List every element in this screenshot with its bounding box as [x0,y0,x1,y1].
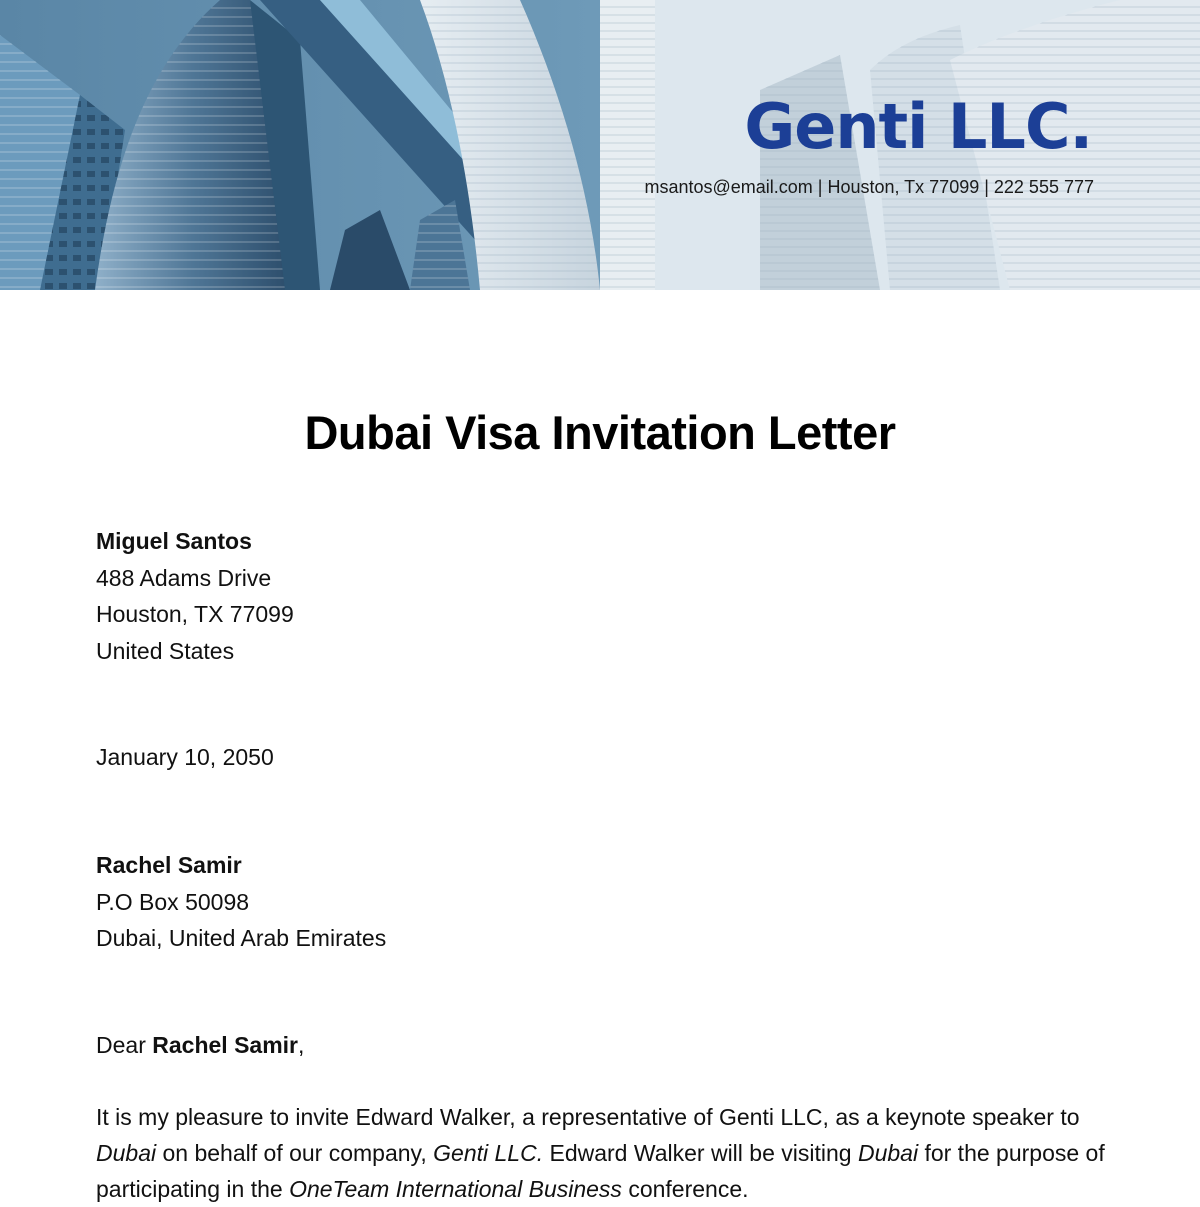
recipient-name: Rachel Samir [96,852,242,878]
body-emphasis: Genti LLC. [433,1140,544,1166]
sender-country: United States [96,637,235,664]
sender-street: 488 Adams Drive [96,564,272,591]
recipient-city: Dubai, United Arab Emirates [96,925,387,951]
body-emphasis: Dubai [96,1140,157,1166]
body-text: Edward Walker will be visiting [543,1140,858,1166]
body-emphasis: Dubai [857,1140,919,1166]
body-text: conference. [621,1176,749,1202]
date-text: January 10, 2050 [96,744,274,770]
body-text: It is my pleasure to invite Edward Walker, a representative of Genti LLC, as a keynote speaker to [96,1104,1080,1130]
body-paragraph-1 [96,1099,1116,1207]
salutation-name: Rachel Samir [152,1032,298,1058]
sender-address-block [96,523,294,669]
recipient-po-box: P.O Box 50098 [96,888,250,915]
body-text: for the purpose of participating in the [96,1140,1105,1202]
letter-date [96,739,274,776]
salutation [96,1027,304,1064]
salutation-suffix: , [298,1032,305,1058]
salutation-prefix: Dear [96,1032,153,1058]
header-banner [0,0,1200,290]
sender-name: Miguel Santos [96,528,252,554]
sender-city: Houston, TX 77099 [96,601,294,627]
document-title: Dubai Visa Invitation Letter [304,406,896,459]
body-emphasis: OneTeam International Business [289,1176,622,1202]
recipient-address-block [96,847,386,957]
body-text: on behalf of our company, [156,1140,434,1166]
company-contact-line: msantos@email.com | Houston, Tx 77099 | 222 555 777 [644,177,1094,197]
company-logo-text: Genti LLC. [744,90,1092,163]
